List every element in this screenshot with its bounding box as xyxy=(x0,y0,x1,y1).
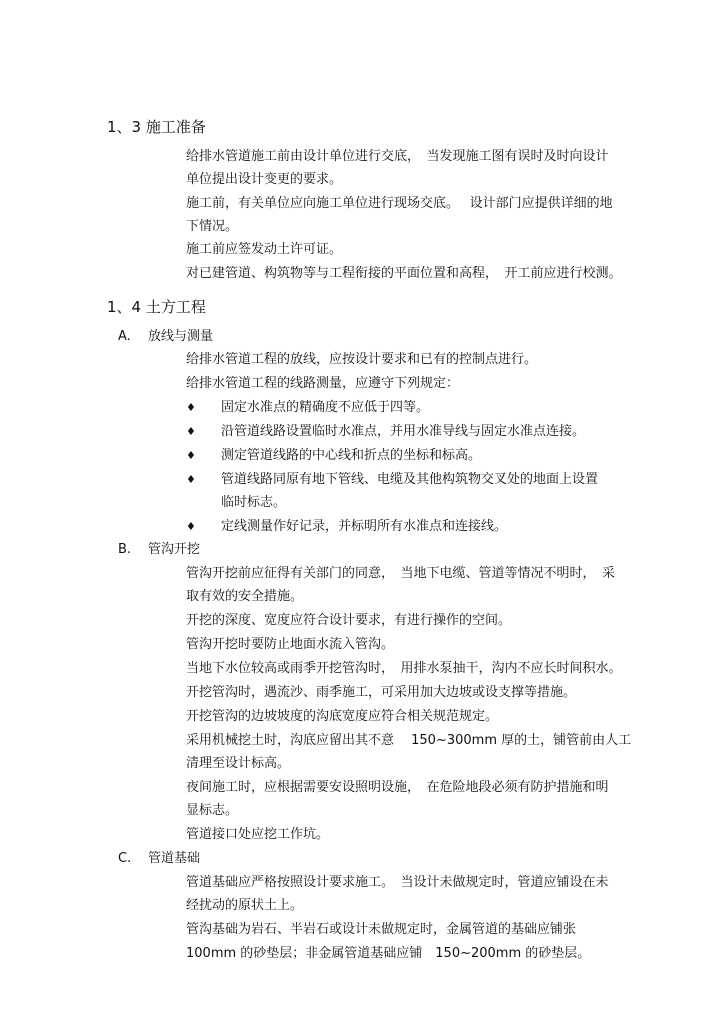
paragraph-line: 取有效的安全措施。 xyxy=(186,589,304,604)
bullet-item: 沿管道线路设置临时水准点，并用水准导线与固定水准点连接。 xyxy=(221,424,586,439)
section-1-3-heading: 1、3 施工准备 xyxy=(107,118,206,136)
paragraph-line: 管沟基础为岩石、半岩石或设计未做规定时，金属管道的基础应铺张 xyxy=(186,922,577,937)
paragraph-line: 给排水管道工程的放线，应按设计要求和已有的控制点进行。 xyxy=(186,352,538,367)
paragraph-line: 单位提出设计变更的要求。 xyxy=(186,172,343,187)
bullet-diamond-icon: ♦ xyxy=(186,401,196,414)
subsection-letter-b: B. xyxy=(118,542,132,557)
section-1-4-heading: 1、4 土方工程 xyxy=(107,298,206,316)
paragraph-line: 给排水管道工程的线路测量，应遵守下列规定： xyxy=(186,376,460,391)
bullet-item: 定线测量作好记录，并标明所有水准点和连接线。 xyxy=(221,519,508,534)
paragraph-line: 经扰动的原状土上。 xyxy=(186,898,304,913)
bullet-diamond-icon: ♦ xyxy=(186,425,196,438)
paragraph-line: 100mm 的砂垫层；非金属管道基础应铺 150~200mm 的砂垫层。 xyxy=(186,946,591,961)
paragraph-line: 开挖的深度、宽度应符合设计要求，有进行操作的空间。 xyxy=(186,613,512,628)
paragraph-line: 给排水管道施工前由设计单位进行交底， 当发现施工图有误时及时向设计 xyxy=(186,149,609,164)
paragraph-line: 管沟开挖时要防止地面水流入管沟。 xyxy=(186,637,395,652)
paragraph-line: 开挖管沟的边坡坡度的沟底宽度应符合相关规范规定。 xyxy=(186,709,499,724)
subsection-letter-c: C. xyxy=(118,851,132,866)
paragraph-line: 开挖管沟时，遇流沙、雨季施工，可采用加大边坡或设支撑等措施。 xyxy=(186,685,577,700)
paragraph-line: 对已建管道、构筑物等与工程衔接的平面位置和高程， 开工前应进行校测。 xyxy=(186,266,622,281)
paragraph-line: 管道基础应严格按照设计要求施工。 当设计未做规定时，管道应铺设在未 xyxy=(186,875,609,890)
paragraph-line: 施工前，有关单位应向施工单位进行现场交底。 设计部门应提供详细的地 xyxy=(186,196,613,211)
paragraph-line: 清理至设计标高。 xyxy=(186,756,291,771)
bullet-item: 管道线路同原有地下管线、电缆及其他构筑物交叉处的地面上设置 xyxy=(221,472,599,487)
paragraph-line: 采用机械挖土时，沟底应留出其不意 150~300mm 厚的土，铺管前由人工 xyxy=(186,733,632,748)
paragraph-line: 显标志。 xyxy=(186,803,239,818)
bullet-diamond-icon: ♦ xyxy=(186,449,196,462)
bullet-item-continuation: 临时标志。 xyxy=(221,495,287,510)
bullet-item: 测定管道线路的中心线和折点的坐标和标高。 xyxy=(221,448,482,463)
bullet-diamond-icon: ♦ xyxy=(186,473,196,486)
paragraph-line: 夜间施工时，应根据需要安设照明设施， 在危险地段必须有防护措施和明 xyxy=(186,780,609,795)
subsection-title-c: 管道基础 xyxy=(148,851,201,866)
bullet-item: 固定水准点的精确度不应低于四等。 xyxy=(221,400,430,415)
paragraph-line: 下情况。 xyxy=(186,219,239,234)
bullet-diamond-icon: ♦ xyxy=(186,520,196,533)
paragraph-line: 当地下水位较高或雨季开挖管沟时， 用排水泵抽干，沟内不应长时间积水。 xyxy=(186,661,622,676)
subsection-title-a: 放线与测量 xyxy=(148,329,214,344)
paragraph-line: 管道接口处应挖工作坑。 xyxy=(186,827,330,842)
paragraph-line: 施工前应签发动土许可证。 xyxy=(186,242,343,257)
paragraph-line: 管沟开挖前应征得有关部门的同意， 当地下电缆、管道等情况不明时， 采 xyxy=(186,566,616,581)
subsection-title-b: 管沟开挖 xyxy=(148,542,201,557)
subsection-letter-a: A. xyxy=(118,329,131,344)
